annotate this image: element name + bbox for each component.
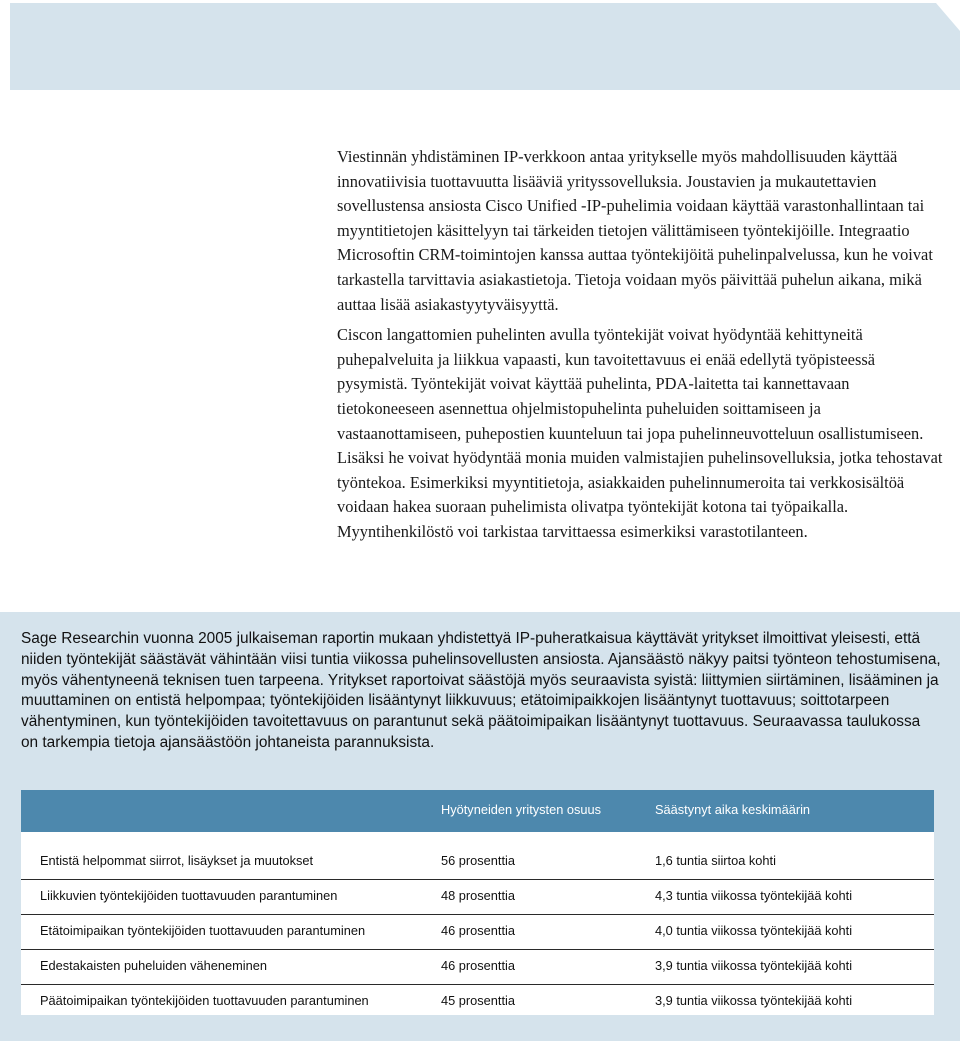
summary-paragraph: Sage Researchin vuonna 2005 julkaiseman raportin mukaan yhdistettyä IP-puheratkaisua käyttävät yritykset ilmoittivat yleisesti, että niiden työntekijät säästävät vähintään viisi tuntia viikossa puhelinsovellusten ansiosta. Ajansäästö näkyy paitsi työnteon tehostumisena, myös vähentyneenä teknisen tuen tarpeena. Yritykset raportoivat säästöjä myös seuraavista syistä: liittymien siirtäminen, lisääminen ja muuttaminen on entistä helpompaa; työntekijöiden lisääntynyt liikkuvuus; etätoimipaikkojen lisääntynyt tuottavuus; soittotarpeen vähentyminen, kun työntekijöiden tavoitettavuus on parantunut sekä päätoimipaikan lisääntynyt tuottavuus. Seuraavassa taulukossa on tarkempia tietoja ajansäästöön johtaneista parannuksista. [21, 630, 941, 751]
row-improvement: Entistä helpommat siirrot, lisäykset ja muutokset [40, 853, 314, 868]
row-improvement: Liikkuvien työntekijöiden tuottavuuden parantuminen [40, 888, 338, 903]
time-savings-table [21, 790, 934, 1015]
body-paragraph-2: Ciscon langattomien puhelinten avulla työntekijät voivat hyödyntää kehittyneitä puhepalveluita ja liikkua vapaasti, kun tavoitettavuus ei enää edellytä työpisteessä pysymistä. Työntekijät voivat käyttää puhelinta, PDA-laitetta tai kannettavaan tietokoneeseen asennettua ohjelmistopuhelinta puheluiden soittamiseen ja vastaanottamiseen, puhepostien kuunteluun tai jopa puhelinneuvotteluun osallistumiseen. Lisäksi he voivat hyödyntää monia muiden valmistajien puhelinsovelluksia, jotka tehostavat työntekoa. Esimerkiksi myyntitietoja, asiakkaiden puhelinnumeroita tai verkkosisältöä voidaan hakea suoraan puhelimista olivatpa työntekijät kotona tai työpaikalla. Myyntihenkilöstö voi tarkistaa tarvittaessa esimerkiksi varastotilanteen. [337, 325, 943, 541]
table-row [21, 949, 934, 984]
row-share: 48 prosenttia [441, 888, 515, 903]
row-time-saved: 4,3 tuntia viikossa työntekijää kohti [655, 888, 853, 903]
table-row [21, 914, 934, 949]
row-improvement: Etätoimipaikan työntekijöiden tuottavuuden parantuminen [40, 923, 366, 938]
table-row [21, 844, 934, 879]
row-time-saved: 1,6 tuntia siirtoa kohti [655, 853, 776, 868]
table-row [21, 879, 934, 914]
top-banner [10, 3, 960, 90]
row-share: 46 prosenttia [441, 923, 515, 938]
table-header [21, 790, 934, 832]
body-text-column [337, 145, 945, 545]
row-share: 45 prosenttia [441, 993, 515, 1008]
row-time-saved: 4,0 tuntia viikossa työntekijää kohti [655, 923, 853, 938]
row-time-saved: 3,9 tuntia viikossa työntekijää kohti [655, 958, 853, 973]
row-time-saved: 3,9 tuntia viikossa työntekijää kohti [655, 993, 853, 1008]
row-improvement: Päätoimipaikan työntekijöiden tuottavuuden parantuminen [40, 993, 369, 1008]
header-share-of-companies: Hyötyneiden yritysten osuus [441, 802, 602, 817]
summary-panel [0, 612, 960, 1041]
body-paragraph-1: Viestinnän yhdistäminen IP-verkkoon antaa yritykselle myös mahdollisuuden käyttää innovatiivisia tuottavuutta lisääviä yrityssovelluksia. Joustavien ja mukautettavien sovellustensa ansiosta Cisco Unified -IP-puhelimia voidaan käyttää varastonhallintaan tai myyntitietojen käsittelyyn tai tärkeiden tietojen välittämiseen työntekijöille. Integraatio Microsoftin CRM-toimintojen kanssa auttaa työntekijöitä puhelinpalvelussa, kun he voivat tarkastella tarvittavia asiakastietoja. Tietoja voidaan myös päivittää puhelun aikana, mikä auttaa lisää asiakastyytyväisyyttä. [337, 147, 933, 314]
table-row [21, 984, 934, 1019]
row-share: 46 prosenttia [441, 958, 515, 973]
row-share: 56 prosenttia [441, 853, 515, 868]
header-average-time-saved: Säästynyt aika keskimäärin [655, 802, 811, 817]
row-improvement: Edestakaisten puheluiden väheneminen [40, 958, 267, 973]
